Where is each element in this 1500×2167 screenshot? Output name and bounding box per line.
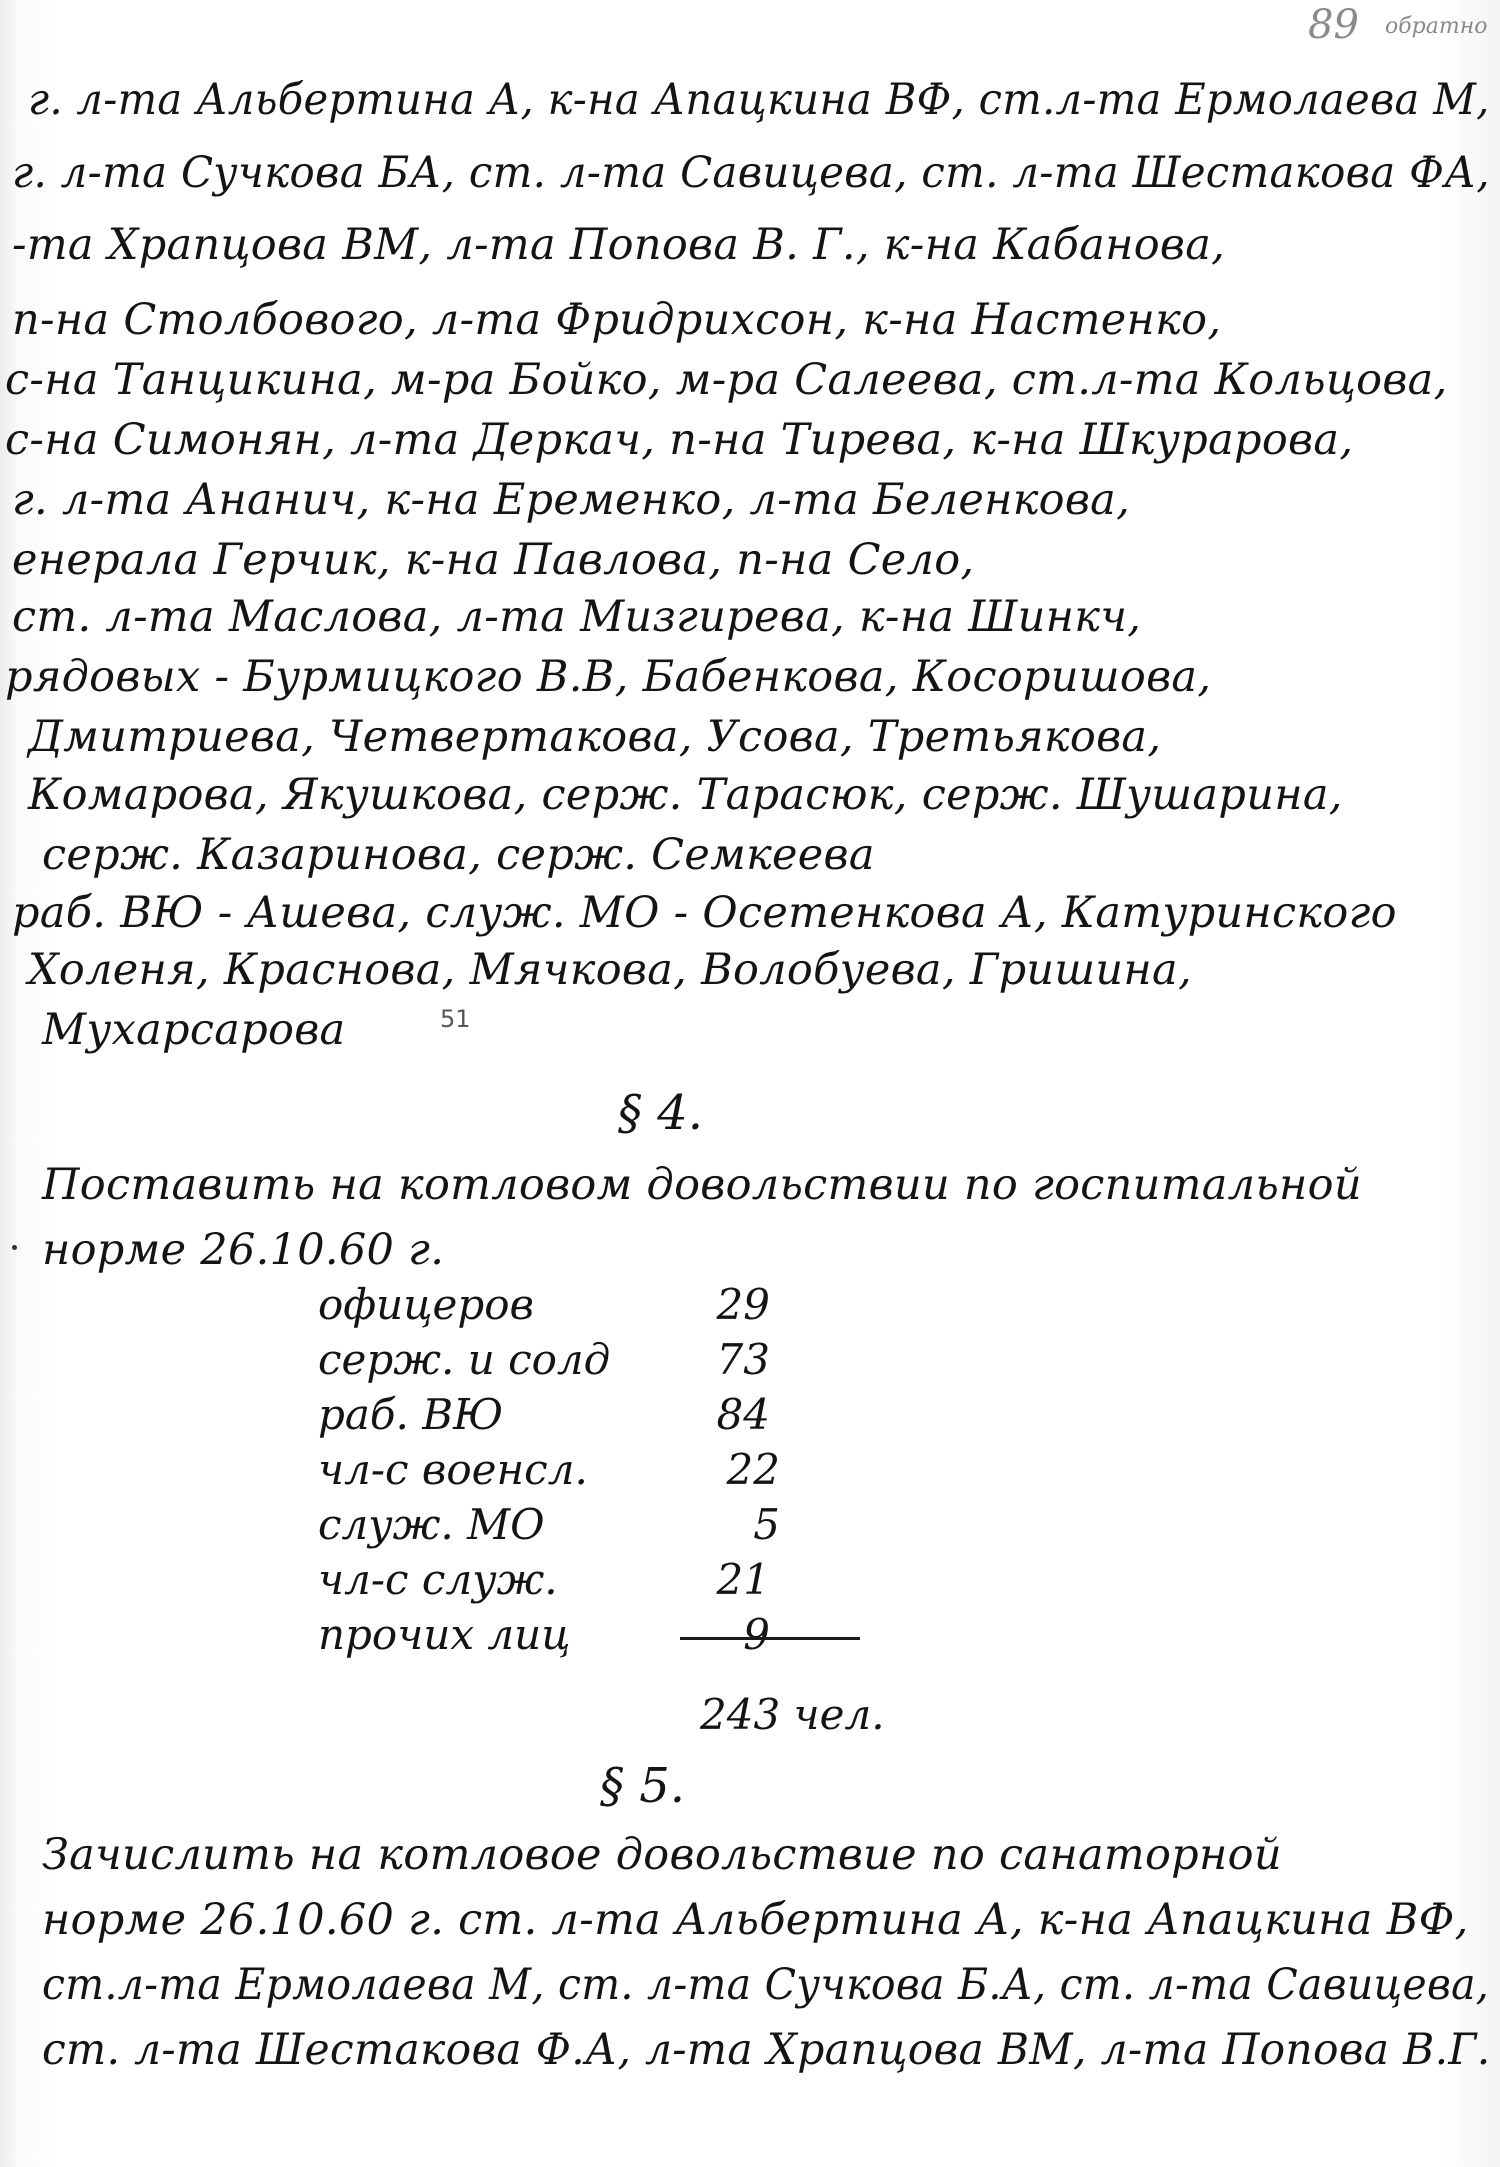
section-4-text-line: Поставить на котловом довольствии по госпитальной [42, 1160, 1362, 1210]
stat-label: офицеров [318, 1280, 534, 1329]
text-line: рядовых - Бурмицкого В.В, Бабенкова, Косоришова, [5, 652, 1212, 702]
stat-label: чл-с военсл. [318, 1445, 588, 1494]
stat-value: 21 [716, 1555, 770, 1604]
text-line: -та Храпцова ВМ, л-та Попова В. Г., к-на Кабанова, [12, 220, 1226, 270]
text-line: г. л-та Ананич, к-на Еременко, л-та Беленкова, [12, 475, 1131, 525]
text-line: с-на Танцикина, м-ра Бойко, м-ра Салеева, ст.л-та Кольцова, [5, 355, 1448, 405]
stat-value: 84 [716, 1390, 770, 1439]
margin-dot [12, 1245, 17, 1250]
total-underline [680, 1637, 860, 1640]
stat-label: серж. и солд [318, 1335, 611, 1384]
text-line: Мухарсарова [42, 1005, 346, 1055]
text-line: раб. ВЮ - Ашева, служ. МО - Осетенкова А, Катуринского [12, 888, 1397, 938]
text-line: с-на Симонян, л-та Деркач, п-на Тирева, к-на Шкурарова, [5, 415, 1354, 465]
section-4-heading: § 4. [618, 1085, 704, 1141]
text-line: г. л-та Сучкова БА, ст. л-та Савицева, ст. л-та Шестакова ФА, [12, 148, 1490, 198]
section-5-heading: § 5. [600, 1758, 686, 1814]
stat-value: 9 [743, 1610, 770, 1659]
text-line: серж. Казаринова, серж. Семкеева [42, 830, 875, 880]
text-line: енерала Герчик, к-на Павлова, п-на Село, [12, 535, 975, 585]
stat-value: 5 [753, 1500, 780, 1549]
text-line: Комарова, Якушкова, серж. Тарасюк, серж. Шушарина, [28, 770, 1343, 820]
section-5-text-line: норме 26.10.60 г. ст. л-та Альбертина А, к-на Апацкина ВФ, [42, 1895, 1469, 1945]
stray-pencil-mark: 51 [440, 1005, 471, 1033]
section-5-text-line: ст.л-та Ермолаева М, ст. л-та Сучкова Б.А, ст. л-та Савицева, [42, 1960, 1490, 2010]
page-number: 89 [1308, 2, 1359, 48]
total-count: 243 чел. [700, 1690, 885, 1739]
page-number-note: обратно [1385, 14, 1488, 39]
section-4-text-line: норме 26.10.60 г. [42, 1225, 445, 1275]
stat-value: 29 [716, 1280, 770, 1329]
stat-value: 73 [716, 1335, 770, 1384]
text-line: Холеня, Краснова, Мячкова, Волобуева, Гришина, [28, 945, 1192, 995]
stat-label: раб. ВЮ [318, 1390, 504, 1439]
section-5-text-line: Зачислить на котловое довольствие по санаторной [42, 1830, 1282, 1880]
stat-label: служ. МО [318, 1500, 545, 1549]
stat-label: чл-с служ. [318, 1555, 558, 1604]
section-5-text-line: ст. л-та Шестакова Ф.А, л-та Храпцова ВМ, л-та Попова В.Г. [42, 2025, 1491, 2075]
text-line: ст. л-та Маслова, л-та Мизгирева, к-на Шинкч, [12, 592, 1142, 642]
text-line: Дмитриева, Четвертакова, Усова, Третьякова, [28, 712, 1162, 762]
stat-value: 22 [726, 1445, 780, 1494]
stat-label: прочих лиц [318, 1610, 571, 1659]
text-line: п-на Столбового, л-та Фридрихсон, к-на Настенко, [12, 295, 1222, 345]
text-line: г. л-та Альбертина А, к-на Апацкина ВФ, ст.л-та Ермолаева М, [28, 75, 1490, 125]
